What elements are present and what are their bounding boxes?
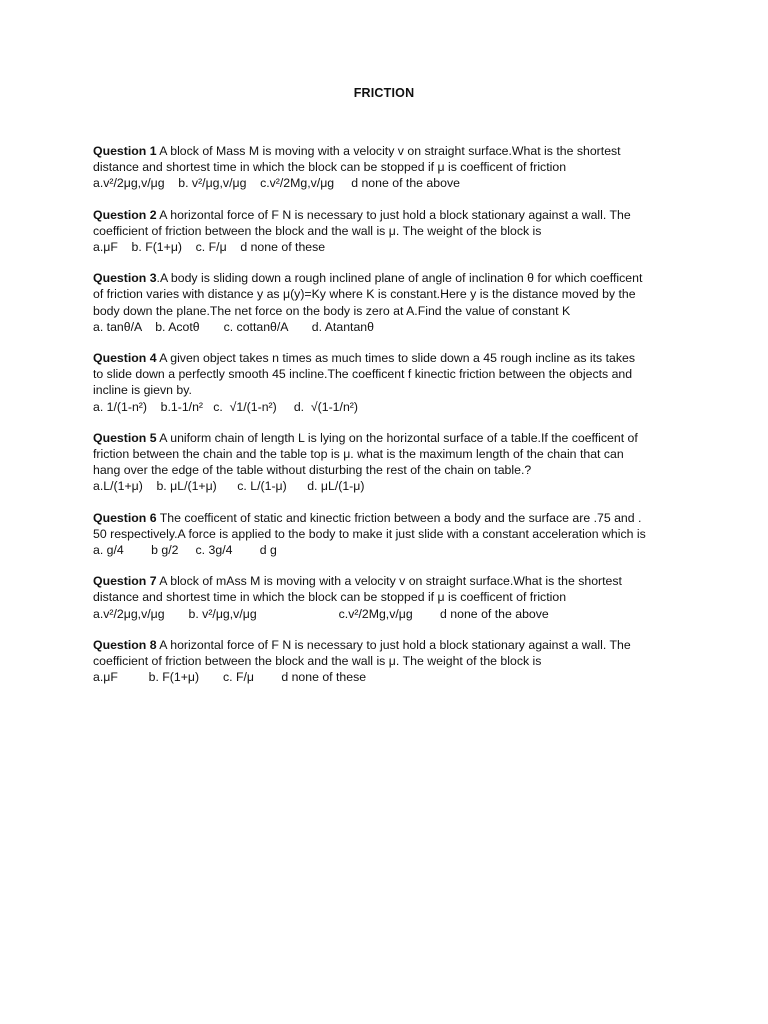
question-text: A uniform chain of length L is lying on the horizontal surface of a table.If the coefficent of [156, 430, 638, 445]
question-text: hang over the edge of the table without disturbing the rest of the chain on table.? [93, 463, 532, 478]
question-text: of friction varies with distance y as μ(y)=Ky where K is constant.Here y is the distance moved by the [93, 287, 636, 302]
question-label: Question 2 [93, 207, 157, 222]
answer-options: a. g/4 b g/2 c. 3g/4 d g [93, 543, 277, 558]
question-text-line [93, 366, 683, 382]
question-text-line [93, 637, 683, 653]
question-text-line [93, 526, 683, 542]
question-5 [93, 430, 683, 495]
question-text: A block of Mass M is moving with a velocity v on straight surface.What is the shortest [156, 144, 621, 158]
question-text: The coefficent of static and kinectic friction between a body and the surface are .75 and . [156, 510, 642, 525]
answer-options: a.μF b. F(1+μ) c. F/μ d none of these [93, 670, 367, 685]
answer-options: a.v²/2μg,v/μg b. v²/μg,v/μg c.v²/2Mg,v/μg d none of the above [93, 176, 460, 191]
question-8 [93, 637, 683, 686]
question-text: A horizontal force of F N is necessary to just hold a block stationary against a wall. The [156, 207, 631, 222]
question-text-line [93, 446, 683, 462]
question-text-line [93, 589, 683, 605]
question-7 [93, 573, 683, 622]
question-text: coefficient of friction between the block and the wall is μ. The weight of the block is [93, 223, 542, 238]
question-text: incline is gievn by. [93, 383, 192, 398]
question-text: distance and shortest time in which the block can be stopped if μ is coefficent of friction [93, 590, 567, 605]
question-text-line [93, 382, 683, 398]
question-text-line [93, 143, 683, 159]
question-text: A given object takes n times as much times to slide down a 45 rough incline as its takes [156, 351, 636, 366]
question-text-line [93, 207, 683, 223]
question-text-line [93, 303, 683, 319]
question-label: Question 6 [93, 510, 157, 525]
question-4 [93, 350, 683, 415]
question-text: A block of mAss M is moving with a velocity v on straight surface.What is the shortest [156, 574, 622, 589]
question-label: Question 4 [93, 351, 157, 366]
question-text-line [93, 573, 683, 589]
answer-options: a.L/(1+μ) b. μL/(1+μ) c. L/(1-μ) d. μL/(1-μ) [93, 479, 365, 494]
question-list [93, 143, 683, 700]
question-1 [93, 143, 683, 192]
question-text-line [93, 510, 683, 526]
question-text: friction between the chain and the table top is μ. what is the maximum length of the chain that can [93, 447, 624, 462]
answer-options: a.v²/2μg,v/μg b. v²/μg,v/μg c.v²/2Mg,v/μg d none of the above [93, 606, 549, 621]
question-text: body down the plane.The net force on the body is zero at A.Find the value of constant K [93, 303, 571, 318]
question-3 [93, 270, 683, 335]
question-text: 50 respectively.A force is applied to the body to make it just slide with a constant acceleration which is [93, 526, 646, 541]
question-text: distance and shortest time in which the block can be stopped if μ is coefficent of friction [93, 160, 567, 175]
question-text-line [93, 270, 683, 286]
answer-options: a. tanθ/A b. Acotθ c. cottanθ/A d. Atantanθ [93, 319, 374, 334]
question-text-line [93, 653, 683, 669]
question-text: A horizontal force of F N is necessary to just hold a block stationary against a wall. The [156, 637, 631, 652]
question-text-line [93, 350, 683, 366]
question-label: Question 7 [93, 574, 157, 589]
question-text: to slide down a perfectly smooth 45 incline.The coefficent f kinectic friction between the objects and [93, 367, 633, 382]
question-text-line [93, 462, 683, 478]
answer-options: a.μF b. F(1+μ) c. F/μ d none of these [93, 240, 326, 255]
question-text-line [93, 159, 683, 175]
question-label: Question 1 [93, 144, 157, 158]
page-title: FRICTION [353, 86, 415, 100]
question-label: Question 8 [93, 637, 157, 652]
question-label: Question 5 [93, 430, 157, 445]
question-2 [93, 207, 683, 256]
question-text: coefficient of friction between the block and the wall is μ. The weight of the block is [93, 654, 542, 669]
question-text: .A body is sliding down a rough inclined plane of angle of inclination θ for which coefficent [156, 271, 643, 286]
question-text-line [93, 286, 683, 302]
question-6 [93, 510, 683, 559]
question-text-line [93, 430, 683, 446]
question-text-line [93, 223, 683, 239]
answer-options: a. 1/(1-n²) b.1-1/n² c. √1/(1-n²) d. √(1-1/n²) [93, 399, 358, 414]
question-label: Question 3 [93, 271, 157, 286]
